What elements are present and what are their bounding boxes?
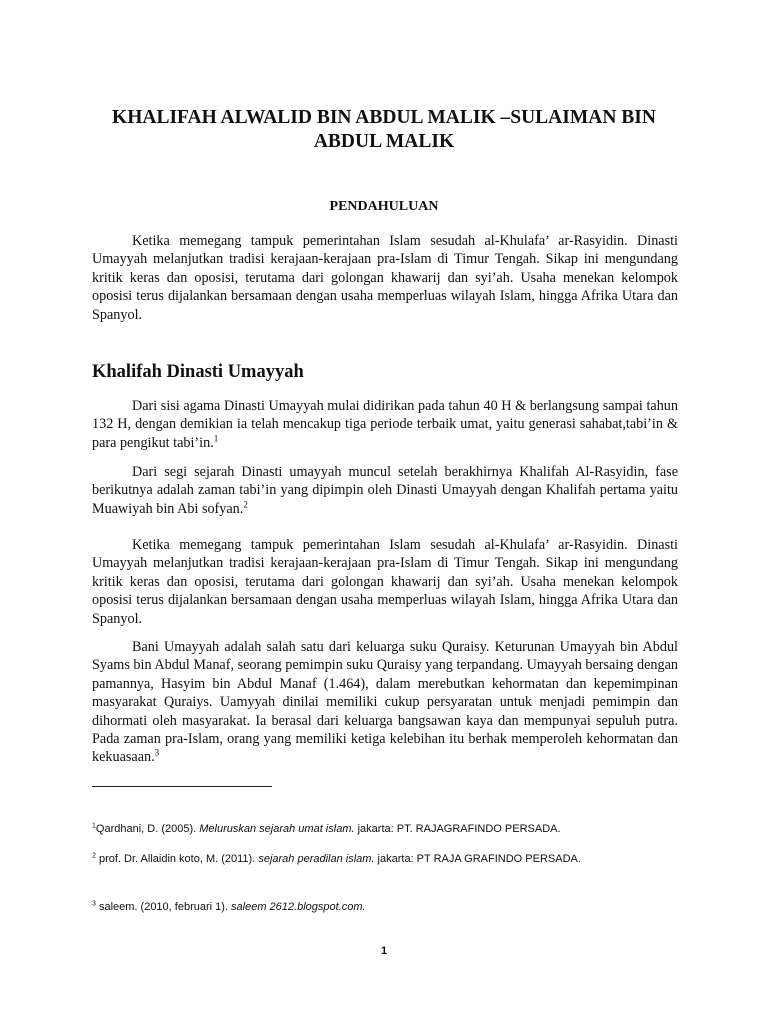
- footnote-number: 2: [92, 852, 96, 860]
- document-title: KHALIFAH ALWALID BIN ABDUL MALIK –SULAIMAN BIN ABDUL MALIK: [112, 107, 656, 152]
- footnote-work: sejarah peradilan islam.: [258, 853, 375, 865]
- body-paragraph-1: [92, 397, 678, 452]
- footnote-3: [92, 900, 692, 914]
- intro-paragraph: Ketika memegang tampuk pemerintahan Islam sesudah al-Khulafa’ ar-Rasyidin. Dinasti Umayyah melanjutkan tradisi kerajaan-kerajaan pra-Islam di Timur Tengah. Sikap ini mengundang kritik keras dan oposisi, terutama dari golongan khawarij dan syi’ah. Usaha menekan kelompok oposisi terus dijalankan bersamaan dengan usaha memperluas wilayah Islam, hingga Afrika Utara dan Spanyol.: [92, 233, 678, 323]
- footnote-author: prof. Dr. Allaidin koto, M. (2011).: [95, 853, 259, 865]
- body-paragraph-4: [92, 638, 678, 767]
- footnote-author: saleem. (2010, februari 1).: [95, 901, 232, 913]
- footnote-ref-3: 3: [154, 747, 160, 758]
- paragraph-text: Bani Umayyah adalah salah satu dari keluarga suku Quraisy. Keturunan Umayyah bin Abdul Syams bin Abdul Manaf, seorang pemimpin suku Quraisy yang terpandang. Umayyah bersaing dengan pamannya, Hasyim bin Abdul Manaf (1.464), dalam merebutkan kehormatan dan kepemimpinan masyarakat Quraiys. Uamyyah dinilai memiliki cukup persyaratan untuk menjadi pemimpin dan dihormati oleh masyarakat. Ia berasal dari keluarga bangsawan kaya dan mempunyai sepuluh putra. Pada zaman pra-Islam, orang yang memiliki ketiga kelebihan itu berhak memperoleh kehormatan dan kekuasaan.: [92, 639, 678, 766]
- section-heading: Khalifah Dinasti Umayyah: [92, 362, 304, 382]
- paragraph-text: Ketika memegang tampuk pemerintahan Islam sesudah al-Khulafa’ ar-Rasyidin. Dinasti Umayyah melanjutkan tradisi kerajaan-kerajaan pra-Islam di Timur Tengah. Sikap ini mengundang kritik keras dan oposisi, terutama dari golongan khawarij dan syi’ah. Usaha menekan kelompok oposisi terus dijalankan bersamaan dengan usaha memperluas wilayah Islam, hingga Afrika Utara dan Spanyol.: [92, 537, 678, 627]
- footnote-publisher: jakarta: PT RAJA GRAFINDO PERSADA.: [374, 853, 581, 865]
- footnote-work: Meluruskan sejarah umat islam.: [199, 823, 355, 835]
- paragraph-text: Dari segi sejarah Dinasti umayyah muncul setelah berakhirnya Khalifah Al-Rasyidin, fase berikutnya adalah zaman tabi’in yang dipimpin oleh Dinasti Umayyah dengan Khalifah pertama yaitu Muawiyah bin Abi sofyan.: [92, 464, 678, 517]
- body-paragraph-2: [92, 463, 678, 518]
- footnote-1: [92, 822, 692, 836]
- footnote-number: 1: [92, 822, 96, 830]
- footnote-publisher: jakarta: PT. RAJAGRAFINDO PERSADA.: [354, 823, 561, 835]
- footnote-number: 3: [92, 900, 96, 908]
- footnote-work: saleem 2612.blogspot.com.: [231, 901, 366, 913]
- page-number: 1: [380, 945, 388, 957]
- footnote-2: [92, 852, 692, 866]
- body-paragraph-3: [92, 536, 678, 628]
- footnote-ref-2: 2: [243, 499, 248, 510]
- paragraph-text: Dari sisi agama Dinasti Umayyah mulai didirikan pada tahun 40 H & berlangsung sampai tahun 132 H, dengan demikian ia telah mencakup tiga periode terbaik umat, yaitu generasi sahabat,tabi’in & para pengikut tabi’in.: [92, 398, 678, 451]
- footnote-author: Qardhani, D. (2005).: [95, 823, 200, 835]
- intro-heading: PENDAHULUAN: [329, 199, 439, 214]
- footnote-separator: [92, 786, 272, 787]
- footnote-ref-1: 1: [213, 433, 219, 444]
